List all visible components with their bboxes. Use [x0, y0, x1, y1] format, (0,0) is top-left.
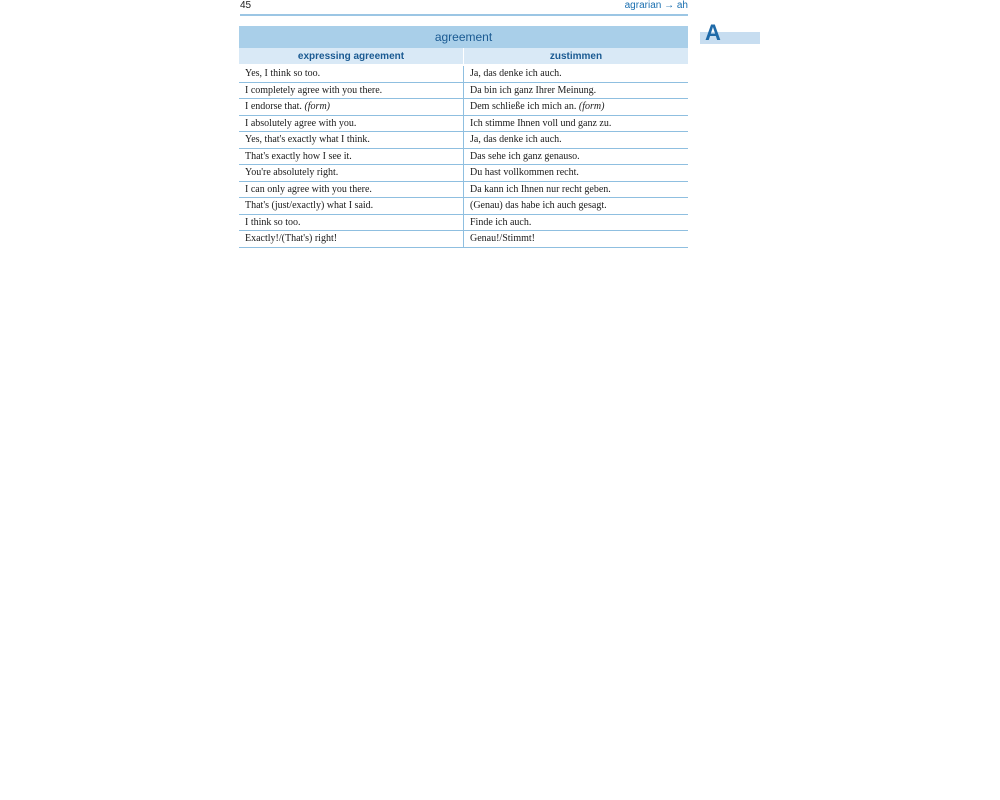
- phrase-german: [464, 148, 689, 165]
- phrase-text: I endorse that.: [245, 101, 302, 113]
- phrase-text: That's (just/exactly) what I said.: [245, 200, 374, 212]
- phrase-english: [239, 65, 464, 82]
- phrase-text: (Genau) das habe ich auch gesagt.: [470, 200, 607, 212]
- phrase-english: [239, 148, 464, 165]
- phrase-text: Ja, das denke ich auch.: [470, 134, 562, 146]
- phrase-row: [239, 231, 688, 248]
- phrase-text: Du hast vollkommen recht.: [470, 167, 579, 179]
- phrase-german: [464, 214, 689, 231]
- phrase-row: [239, 148, 688, 165]
- phrase-text: Das sehe ich ganz genauso.: [470, 150, 580, 162]
- letter-thumb-tab: [700, 22, 760, 44]
- phrase-text: Dem schließe ich mich an.: [470, 101, 577, 113]
- phrase-text: Yes, that's exactly what I think.: [245, 134, 370, 146]
- phrase-german: [464, 115, 689, 132]
- thumb-tab-letter: A: [705, 20, 721, 45]
- phrase-english: [239, 198, 464, 215]
- column-header-german: zustimmen: [464, 48, 689, 65]
- phrase-german: [464, 65, 689, 82]
- phrase-text: That's exactly how I see it.: [245, 150, 352, 162]
- phrase-text: Yes, I think so too.: [245, 68, 321, 80]
- header-rule: [240, 14, 688, 16]
- phrase-text: Finde ich auch.: [470, 216, 532, 228]
- phrase-text: I can only agree with you there.: [245, 183, 372, 195]
- phrase-box-title: agreement: [239, 26, 688, 48]
- phrase-text: I completely agree with you there.: [245, 84, 383, 96]
- phrase-german: [464, 99, 689, 116]
- register-label: (form): [578, 101, 605, 113]
- register-label: (form): [304, 101, 330, 113]
- phrase-text: Ja, das denke ich auch.: [470, 68, 562, 80]
- phrase-row: [239, 214, 688, 231]
- phrase-text: Ich stimme Ihnen voll und ganz zu.: [470, 117, 612, 129]
- phrase-german: [464, 132, 689, 149]
- phrase-table-body: [239, 65, 688, 247]
- phrase-row: [239, 82, 688, 99]
- phrase-english: [239, 165, 464, 182]
- phrase-english: [239, 82, 464, 99]
- phrase-row: [239, 165, 688, 182]
- agreement-phrase-box: [239, 26, 688, 248]
- phrase-english: [239, 99, 464, 116]
- phrase-english: [239, 132, 464, 149]
- phrase-table-header: [239, 48, 688, 65]
- column-header-english: expressing agreement: [239, 48, 464, 65]
- phrase-row: [239, 181, 688, 198]
- phrase-german: [464, 198, 689, 215]
- phrase-english: [239, 231, 464, 248]
- phrase-german: [464, 231, 689, 248]
- phrase-text: Exactly!/(That's) right!: [245, 233, 338, 245]
- phrase-row: [239, 65, 688, 82]
- phrase-text: I think so too.: [245, 216, 301, 228]
- phrase-text: You're absolutely right.: [245, 167, 339, 179]
- phrase-german: [464, 181, 689, 198]
- phrase-row: [239, 132, 688, 149]
- phrase-english: [239, 181, 464, 198]
- phrase-german: [464, 82, 689, 99]
- phrase-table: [239, 48, 688, 248]
- page-number: 45: [240, 0, 252, 11]
- phrase-text: Genau!/Stimmt!: [470, 233, 535, 245]
- phrase-text: Da bin ich ganz Ihrer Meinung.: [470, 84, 597, 96]
- phrase-row: [239, 198, 688, 215]
- phrase-german: [464, 165, 689, 182]
- phrase-row: [239, 115, 688, 132]
- phrase-english: [239, 115, 464, 132]
- phrase-row: [239, 99, 688, 116]
- phrase-text: I absolutely agree with you.: [245, 117, 357, 129]
- phrase-text: Da kann ich Ihnen nur recht geben.: [470, 183, 611, 195]
- phrase-english: [239, 214, 464, 231]
- running-head: agrarian → ah: [624, 0, 688, 11]
- page-header: [240, 0, 688, 14]
